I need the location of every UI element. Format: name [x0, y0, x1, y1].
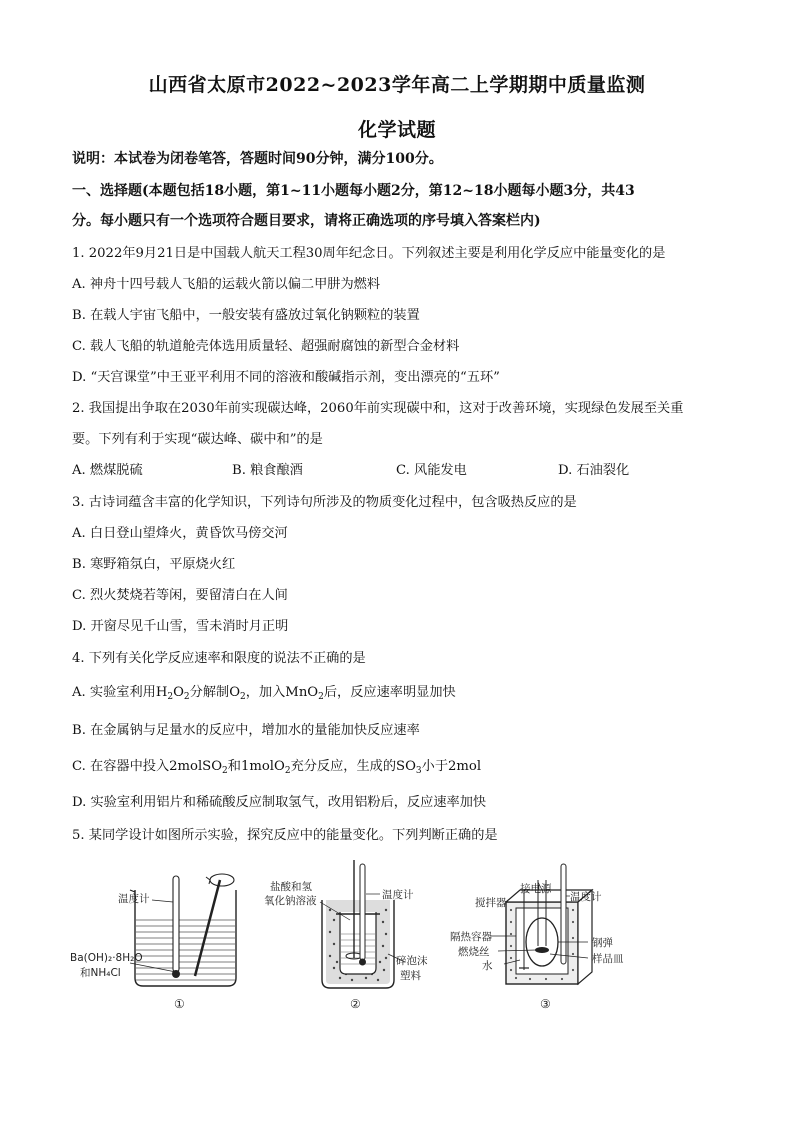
q3-option-a: A. 白日登山望烽火，黄昏饮马傍交河 [72, 526, 288, 541]
q3-option-d: D. 开窗尽见千山雪，雪未消时月正明 [72, 619, 289, 634]
q4-option-d: D. 实验室利用铝片和稀硫酸反应制取氢气，改用铝粉后，反应速率加快 [72, 795, 487, 810]
fig2-liquid-label-1: 盐酸和氢 [270, 881, 312, 893]
q2-option-a: A. 燃煤脱硫 [72, 463, 143, 478]
q1-option-c: C. 载人飞船的轨道舱壳体选用质量轻、超强耐腐蚀的新型合金材料 [72, 339, 460, 354]
fig2-liquid-label-2: 氧化钠溶液 [264, 895, 317, 907]
q2-stem-line2: 要。下列有利于实现“碳达峰、碳中和”的是 [72, 432, 323, 447]
fig3-power-label: 接电源 [520, 883, 552, 895]
fig3-wire-label: 燃烧丝 [458, 946, 490, 958]
fig1-thermometer-label: 温度计 [118, 893, 150, 905]
section-heading-line2: 分。每小题只有一个选项符合题目要求，请将正确选项的序号填入答案栏内) [72, 213, 541, 229]
q2-stem-line1: 2. 我国提出争取在2030年前实现碳达峰，2060年前实现碳中和，这对于改善环境，实现绿色发展至关重 [72, 401, 684, 416]
fig3-number: ③ [540, 997, 551, 1011]
q1-option-d: D. “天宫课堂”中王亚平利用不同的溶液和酸碱指示剂，变出漂亮的“五环” [72, 370, 500, 385]
q1-option-a: A. 神舟十四号载人飞船的运载火箭以偏二甲肼为燃料 [72, 277, 381, 292]
fig2-foam-label-2: 塑料 [400, 970, 421, 982]
fig2-foam-label-1: 碎泡沫 [396, 955, 428, 967]
figure-1 [70, 874, 236, 1011]
figure-2 [264, 860, 428, 1011]
q1-option-b: B. 在载人宇宙飞船中，一般安装有盛放过氧化钠颗粒的装置 [72, 308, 420, 323]
figure-3 [450, 864, 624, 1011]
q4-option-a: A. 实验室利用$H_2O_2$分解制$O_2$，加入MnO$_2$后，反应速率明显加快 [72, 685, 456, 702]
section-heading-line1: 一、选择题(本题包括18小题，第1~11小题每小题2分，第12~18小题每小题3分，共43 [72, 183, 635, 199]
q5-stem: 5. 某同学设计如图所示实验，探究反应中的能量变化。下列判断正确的是 [72, 828, 498, 843]
fig1-reagent-label-1: Ba(OH)₂·8H₂O [70, 952, 143, 964]
q1-stem: 1. 2022年9月21日是中国载人航天工程30周年纪念日。下列叙述主要是利用化学反应中能量变化的是 [72, 246, 666, 261]
q2-option-c: C. 风能发电 [396, 463, 467, 478]
fig1-reagent-label-2: 和NH₄Cl [80, 967, 121, 979]
fig3-insulated-label: 隔热容器 [450, 931, 492, 943]
q3-option-b: B. 寒野箱氛白，平原烧火红 [72, 557, 236, 572]
fig3-bomb-label: 钢弹 [592, 937, 613, 949]
q3-stem: 3. 古诗词蕴含丰富的化学知识，下列诗句所涉及的物质变化过程中，包含吸热反应的是 [72, 495, 577, 510]
fig2-thermometer-label: 温度计 [382, 889, 414, 901]
q4-option-b: B. 在金属钠与足量水的反应中，增加水的量能加快反应速率 [72, 723, 420, 738]
experiment-diagrams [50, 850, 750, 1020]
q4-option-c: C. 在容器中投入2molSO$_2$和1molO$_2$充分反应，生成的$SO_3$小于2mol [72, 759, 482, 776]
q4-stem: 4. 下列有关化学反应速率和限度的说法不正确的是 [72, 651, 366, 666]
exam-note: 说明：本试卷为闭卷笔答，答题时间90分钟，满分100分。 [72, 151, 443, 167]
q2-option-b: B. 粮食酿酒 [232, 463, 303, 478]
fig1-number: ① [174, 997, 185, 1011]
fig3-water-label: 水 [482, 960, 493, 972]
fig3-dish-label: 样品皿 [592, 953, 624, 965]
fig3-stirrer-label: 搅拌器 [475, 897, 507, 909]
page-title: 山西省太原市2022~2023学年高二上学期期中质量监测 [148, 74, 646, 96]
page-subtitle: 化学试题 [357, 119, 436, 141]
experiment-figures [50, 850, 750, 1020]
q3-option-c: C. 烈火焚烧若等闲，要留清白在人间 [72, 588, 288, 603]
fig3-thermometer-label: 温度计 [570, 891, 602, 903]
fig2-number: ② [350, 997, 361, 1011]
q2-option-d: D. 石油裂化 [558, 463, 630, 478]
